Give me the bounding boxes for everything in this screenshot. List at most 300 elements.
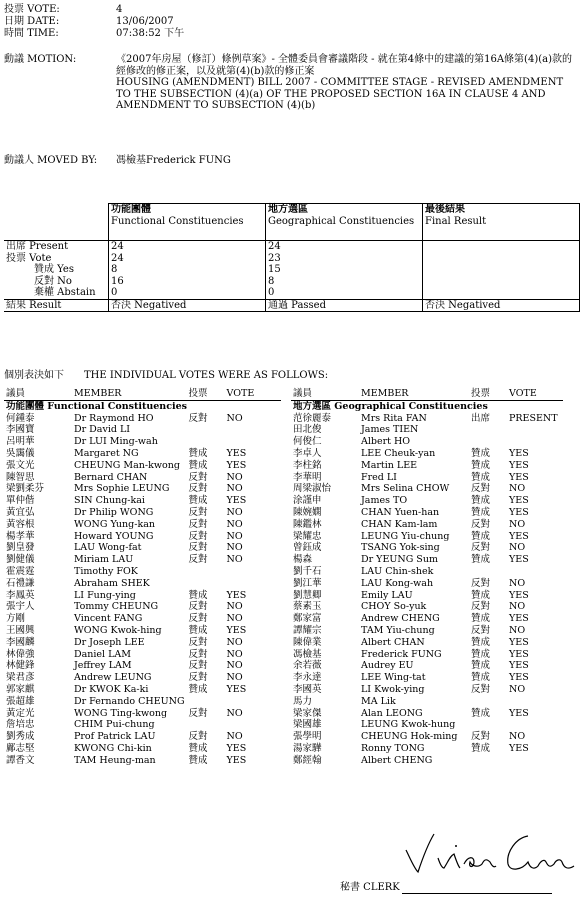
vote-summary-table — [4, 203, 580, 312]
member-name-en: Jeffrey LAM — [74, 660, 132, 672]
member-row — [291, 672, 563, 684]
date-row — [4, 16, 174, 28]
member-name-cn: 涂謹申 — [293, 495, 322, 507]
vote-en: YES — [226, 459, 247, 471]
member-name-en: Martin LEE — [361, 459, 418, 471]
vote-cn: 贊成 — [188, 459, 208, 471]
member-name-cn: 石禮謙 — [6, 577, 35, 589]
member-name-cn: 劉秀成 — [6, 731, 35, 743]
vote-cn: 贊成 — [471, 447, 491, 459]
vote-cn: 反對 — [471, 518, 491, 530]
member-name-cn: 鄭經翰 — [293, 754, 322, 766]
member-name-en: Bernard CHAN — [74, 471, 148, 483]
vote-cn: 反對 — [188, 660, 208, 672]
member-name-en: Frederick FUNG — [361, 648, 442, 660]
member-row — [4, 708, 281, 720]
vote-en — [225, 424, 281, 436]
vote-cn: 反對 — [471, 731, 491, 743]
fc-column-header: 議員 MEMBER 投票 VOTE — [4, 388, 281, 400]
member-name-en: Abraham SHEK — [74, 577, 150, 589]
member-row — [291, 731, 563, 743]
member-row — [291, 637, 563, 649]
member-name-cn: 詹培忠 — [6, 719, 35, 731]
member-row — [4, 601, 281, 613]
vote-en: NO — [226, 731, 243, 743]
member-name-cn: 劉慧卿 — [293, 589, 322, 601]
vote-en: NO — [226, 530, 243, 542]
vote-en — [225, 578, 281, 590]
member-row — [291, 424, 563, 436]
member-name-en: CHAN Yuen-han — [361, 506, 440, 518]
member-name-en: CHIM Pui-chung — [74, 719, 155, 731]
member-name-cn: 馮檢基 — [293, 648, 322, 660]
member-name-en: LEE Wing-tat — [361, 672, 426, 684]
gc-rows — [291, 413, 563, 767]
vote-cn: 贊成 — [471, 506, 491, 518]
vote-en: YES — [509, 660, 529, 672]
member-name-cn: 林偉強 — [6, 648, 35, 660]
member-name-en: SIN Chung-kai — [74, 495, 145, 507]
member-row — [4, 413, 281, 425]
date-label: 日期 DATE: — [4, 16, 60, 27]
member-row — [4, 436, 281, 448]
vote-cn: 贊成 — [471, 742, 491, 754]
vote-en: NO — [226, 601, 243, 613]
vote-en — [225, 436, 281, 448]
member-name-en: Dr KWOK Ka-ki — [74, 683, 149, 695]
vote-en: NO — [226, 554, 243, 566]
vote-cn: 反對 — [188, 506, 208, 518]
vote-cn: 贊成 — [188, 742, 208, 754]
member-row — [291, 755, 563, 767]
member-name-en: Audrey EU — [361, 660, 414, 672]
member-name-en: WONG Kwok-hing — [74, 624, 162, 636]
member-name-en: Fred LI — [361, 471, 397, 483]
vote-cn — [469, 436, 507, 448]
member-name-en: WONG Yung-kan — [74, 518, 155, 530]
member-name-cn: 馬力 — [293, 695, 313, 707]
vote-en: NO — [509, 601, 526, 613]
member-row — [291, 531, 563, 543]
member-row — [4, 696, 281, 708]
vote-en: YES — [509, 506, 529, 518]
member-name-en: Albert CHENG — [361, 754, 433, 766]
member-name-cn: 陳偉業 — [293, 636, 322, 648]
member-name-en: LAU Kong-wah — [361, 577, 434, 589]
member-name-cn: 余若薇 — [293, 660, 322, 672]
vote-en — [225, 719, 281, 731]
member-name-en: KWONG Chi-kin — [74, 742, 152, 754]
vote-cn: 贊成 — [188, 495, 208, 507]
member-row — [291, 696, 563, 708]
vote-cn: 反對 — [188, 613, 208, 625]
member-row — [4, 519, 281, 531]
member-name-cn: 郭家麒 — [6, 683, 35, 695]
motion-block — [4, 54, 579, 112]
member-name-en: Ronny TONG — [361, 742, 425, 754]
vote-en: YES — [509, 554, 529, 566]
member-row — [291, 436, 563, 448]
vote-cn: 贊成 — [471, 613, 491, 625]
member-name-cn: 楊孝華 — [6, 530, 35, 542]
member-name-en: CHEUNG Hok-ming — [361, 731, 458, 743]
member-row — [4, 731, 281, 743]
vote-en: NO — [509, 731, 526, 743]
vote-en: YES — [226, 589, 247, 601]
clerk-label: 秘書 CLERK — [340, 882, 400, 893]
time-row — [4, 28, 184, 40]
member-name-en: Andrew LEUNG — [74, 672, 152, 684]
member-name-cn: 李柱銘 — [293, 459, 322, 471]
vote-cn: 反對 — [188, 471, 208, 483]
summary-header-final: 最後結果 Final Result — [423, 204, 580, 241]
member-name-cn: 湯家驊 — [293, 742, 322, 754]
moved-by-value: 馮檢基Frederick FUNG — [116, 155, 231, 166]
vote-en: YES — [226, 683, 247, 695]
member-name-en: LAU Wong-fat — [74, 542, 142, 554]
member-name-cn: 楊森 — [293, 554, 313, 566]
member-row — [4, 507, 281, 519]
member-name-cn: 李卓人 — [293, 447, 322, 459]
member-row — [291, 649, 563, 661]
member-name-cn: 李鳳英 — [6, 589, 35, 601]
summary-row-yes: 贊成 Yes 8 15 — [4, 264, 580, 276]
member-name-cn: 李國麟 — [6, 636, 35, 648]
member-name-cn: 李國英 — [293, 683, 322, 695]
member-name-en: Tommy CHEUNG — [74, 601, 159, 613]
clerk-signature — [398, 828, 578, 878]
vote-cn — [469, 719, 507, 731]
member-name-cn: 張學明 — [293, 731, 322, 743]
member-row — [4, 590, 281, 602]
vote-cn: 反對 — [188, 530, 208, 542]
member-name-en: LEUNG Yiu-chung — [361, 530, 450, 542]
vote-cn — [187, 436, 225, 448]
vote-en: NO — [226, 412, 243, 424]
member-row — [4, 448, 281, 460]
vote-en — [225, 696, 281, 708]
member-name-en: Dr Raymond HO — [74, 412, 154, 424]
vote-cn: 贊成 — [188, 624, 208, 636]
vote-cn: 反對 — [188, 542, 208, 554]
vote-en: NO — [509, 683, 526, 695]
vote-cn: 贊成 — [471, 459, 491, 471]
summary-row-vote: 投票 Vote 24 23 — [4, 253, 580, 265]
member-name-cn: 張文光 — [6, 459, 35, 471]
member-name-cn: 李國寶 — [6, 424, 35, 436]
member-row — [4, 460, 281, 472]
member-name-cn: 陳智思 — [6, 471, 35, 483]
vote-en: YES — [226, 742, 247, 754]
gc-votes-table — [291, 388, 563, 767]
member-name-cn: 梁耀忠 — [293, 530, 322, 542]
member-name-cn: 曾鈺成 — [293, 542, 322, 554]
vote-en: YES — [226, 754, 247, 766]
vote-en: NO — [509, 483, 526, 495]
vote-en: NO — [226, 660, 243, 672]
clerk-line — [340, 882, 552, 894]
vote-cn — [469, 424, 507, 436]
member-name-en: Margaret NG — [74, 447, 139, 459]
member-name-en: TAM Heung-man — [74, 754, 156, 766]
vote-en — [507, 436, 563, 448]
clerk-signature-line — [402, 883, 552, 894]
vote-cn: 出席 — [471, 412, 491, 424]
member-name-cn: 呂明華 — [6, 436, 35, 448]
vote-en: NO — [509, 542, 526, 554]
vote-cn — [187, 578, 225, 590]
vote-cn: 反對 — [188, 731, 208, 743]
fc-rows — [4, 413, 281, 767]
member-row — [4, 531, 281, 543]
vote-number-value: 4 — [116, 4, 123, 15]
member-name-en: CHEUNG Man-kwong — [74, 459, 180, 471]
member-row — [291, 413, 563, 425]
gc-section-title: 地方選區 Geographical Constituencies — [293, 400, 488, 412]
member-name-cn: 劉千石 — [293, 565, 322, 577]
individual-votes-title: 個別表決如下 THE INDIVIDUAL VOTES WERE AS FOLLOWS: — [4, 370, 329, 381]
member-name-cn: 黃宜弘 — [6, 506, 35, 518]
member-name-en: Mrs Rita FAN — [361, 412, 427, 424]
member-row — [291, 625, 563, 637]
vote-en: YES — [226, 624, 247, 636]
summary-row-abstain: 棄權 Abstain 0 0 — [4, 287, 580, 299]
member-name-en: Dr Philip WONG — [74, 506, 154, 518]
vote-en: NO — [226, 707, 243, 719]
motion-text-cn: 《2007年房屋（修訂）條例草案》- 全體委員會審議階段 - 就在第4條中的建議的第16A條第(4)(a)款的經修改的修正案，以及就第(4)(b)款的修正案 — [116, 54, 572, 77]
vote-en: NO — [226, 542, 243, 554]
member-row — [4, 719, 281, 731]
member-name-en: Andrew CHENG — [361, 613, 440, 625]
member-row — [291, 578, 563, 590]
vote-en: YES — [509, 613, 529, 625]
vote-cn: 贊成 — [188, 589, 208, 601]
member-name-cn: 范徐麗泰 — [293, 412, 332, 424]
member-name-cn: 黃定光 — [6, 707, 35, 719]
vote-en: NO — [226, 613, 243, 625]
member-name-en: CHAN Kam-lam — [361, 518, 438, 530]
vote-en: YES — [509, 648, 529, 660]
vote-cn: 反對 — [188, 554, 208, 566]
member-name-en: Miriam LAU — [74, 554, 134, 566]
member-name-cn: 何俊仁 — [293, 436, 322, 448]
member-row — [4, 483, 281, 495]
member-name-cn: 吳靄儀 — [6, 447, 35, 459]
member-name-cn: 何鍾泰 — [6, 412, 35, 424]
member-name-en: Dr Fernando CHEUNG — [74, 695, 185, 707]
vote-cn: 反對 — [188, 672, 208, 684]
member-name-en: James TO — [361, 495, 408, 507]
date-value: 13/06/2007 — [116, 16, 174, 27]
motion-text-en: HOUSING (AMENDMENT) BILL 2007 - COMMITTEE STAGE - REVISED AMENDMENT TO THE SUBSECTION (4)(a) OF THE PROPOSED SECTION 16A IN CLAUSE 4 AND AMENDMENT TO SUBSECTION (4)(b) — [116, 77, 564, 111]
member-name-en: Mrs Selina CHOW — [361, 483, 450, 495]
member-name-cn: 張超雄 — [6, 695, 35, 707]
member-name-en: Dr YEUNG Sum — [361, 554, 438, 566]
summary-row-result: 結果 Result 否決 Negatived 通過 Passed 否決 Negatived — [4, 299, 580, 312]
member-name-cn: 田北俊 — [293, 424, 322, 436]
vote-en — [507, 719, 563, 731]
member-name-cn: 譚香文 — [6, 754, 35, 766]
member-name-en: James TIEN — [361, 424, 419, 436]
member-row — [4, 684, 281, 696]
member-name-cn: 周梁淑怡 — [293, 483, 332, 495]
vote-cn — [187, 719, 225, 731]
vote-en: NO — [226, 672, 243, 684]
member-name-cn: 蔡素玉 — [293, 601, 322, 613]
member-row — [291, 719, 563, 731]
member-name-cn: 李華明 — [293, 471, 322, 483]
vote-en: NO — [226, 506, 243, 518]
vote-cn: 反對 — [188, 636, 208, 648]
vote-cn: 反對 — [471, 577, 491, 589]
member-name-en: LI Fung-ying — [74, 589, 136, 601]
vote-cn: 贊成 — [188, 754, 208, 766]
vote-en: YES — [509, 495, 529, 507]
vote-en: YES — [509, 471, 529, 483]
member-name-cn: 梁國雄 — [293, 719, 322, 731]
member-name-en: LEE Cheuk-yan — [361, 447, 436, 459]
member-name-en: Dr David LI — [74, 424, 131, 436]
member-row — [291, 566, 563, 578]
member-row — [4, 495, 281, 507]
member-name-en: WONG Ting-kwong — [74, 707, 168, 719]
member-row — [4, 637, 281, 649]
member-name-cn: 鄭家富 — [293, 613, 322, 625]
member-row — [4, 472, 281, 484]
vote-cn: 反對 — [471, 483, 491, 495]
vote-cn: 贊成 — [188, 447, 208, 459]
member-row — [4, 542, 281, 554]
vote-cn: 贊成 — [471, 589, 491, 601]
member-row — [4, 625, 281, 637]
member-row — [291, 483, 563, 495]
vote-cn: 贊成 — [471, 530, 491, 542]
member-name-en: Dr Joseph LEE — [74, 636, 145, 648]
vote-en: NO — [509, 624, 526, 636]
vote-cn: 贊成 — [188, 683, 208, 695]
member-name-cn: 王國興 — [6, 624, 35, 636]
vote-en: NO — [509, 518, 526, 530]
vote-cn: 反對 — [188, 707, 208, 719]
vote-cn: 反對 — [471, 542, 491, 554]
vote-cn: 贊成 — [471, 554, 491, 566]
member-row — [4, 660, 281, 672]
vote-en: NO — [226, 471, 243, 483]
vote-cn: 反對 — [188, 518, 208, 530]
member-row — [291, 542, 563, 554]
member-name-cn: 鄺志堅 — [6, 742, 35, 754]
member-name-cn: 劉江華 — [293, 577, 322, 589]
vote-en: YES — [509, 447, 529, 459]
vote-en — [507, 755, 563, 767]
member-name-cn: 方剛 — [6, 613, 26, 625]
member-row — [4, 672, 281, 684]
vote-cn: 贊成 — [471, 648, 491, 660]
member-name-en: LI Kwok-ying — [361, 683, 425, 695]
moved-by-label: 動議人 MOVED BY: — [4, 155, 98, 166]
member-name-cn: 張宇人 — [6, 601, 35, 613]
member-row — [291, 613, 563, 625]
vote-en: YES — [509, 530, 529, 542]
vote-cn: 贊成 — [471, 636, 491, 648]
member-name-en: CHOY So-yuk — [361, 601, 427, 613]
member-name-en: MA Lik — [361, 695, 396, 707]
member-row — [291, 519, 563, 531]
vote-number-label: 投票 VOTE: — [4, 4, 60, 15]
vote-cn — [469, 566, 507, 578]
vote-en: NO — [226, 518, 243, 530]
member-row — [4, 566, 281, 578]
vote-en: YES — [509, 459, 529, 471]
summary-header-gc: 地方選區 Geographical Constituencies — [266, 204, 423, 241]
vote-en: YES — [509, 636, 529, 648]
vote-en — [507, 566, 563, 578]
vote-en: YES — [509, 589, 529, 601]
member-name-cn: 黃容根 — [6, 518, 35, 530]
member-name-cn: 李永達 — [293, 672, 322, 684]
vote-cn: 反對 — [188, 412, 208, 424]
member-row — [291, 507, 563, 519]
summary-row-present: 出席 Present 24 24 — [4, 241, 580, 253]
vote-cn — [469, 755, 507, 767]
member-name-cn: 單仲偕 — [6, 495, 35, 507]
vote-cn: 贊成 — [471, 672, 491, 684]
member-name-cn: 劉皇發 — [6, 542, 35, 554]
vote-en — [225, 566, 281, 578]
vote-number-row — [4, 4, 122, 16]
vote-cn — [187, 566, 225, 578]
member-row — [4, 755, 281, 767]
member-name-en: Timothy FOK — [74, 565, 138, 577]
member-name-cn: 梁劉柔芬 — [6, 483, 45, 495]
vote-cn — [469, 696, 507, 708]
member-row — [291, 743, 563, 755]
member-row — [4, 613, 281, 625]
member-name-en: Albert HO — [361, 436, 411, 448]
member-row — [291, 460, 563, 472]
member-row — [291, 708, 563, 720]
member-row — [291, 684, 563, 696]
moved-by-block — [4, 155, 231, 167]
member-name-cn: 林健鋒 — [6, 660, 35, 672]
vote-en — [507, 696, 563, 708]
fc-votes-panel — [4, 388, 281, 767]
vote-cn — [187, 696, 225, 708]
time-label: 時間 TIME: — [4, 28, 59, 39]
time-value: 07:38:52 下午 — [116, 28, 185, 39]
member-row — [291, 554, 563, 566]
member-name-en: Alan LEONG — [361, 707, 423, 719]
member-name-en: Albert CHAN — [361, 636, 425, 648]
member-name-en: LAU Chin-shek — [361, 565, 434, 577]
gc-column-header: 議員 MEMBER 投票 VOTE — [291, 388, 563, 400]
member-name-en: TSANG Yok-sing — [361, 542, 440, 554]
member-row — [4, 424, 281, 436]
fc-votes-table — [4, 388, 281, 767]
vote-cn — [187, 424, 225, 436]
summary-row-no: 反對 No 16 8 — [4, 276, 580, 288]
member-name-cn: 梁家傑 — [293, 707, 322, 719]
gc-votes-panel — [291, 388, 563, 767]
member-row — [291, 601, 563, 613]
member-name-en: Daniel LAM — [74, 648, 132, 660]
member-row — [4, 554, 281, 566]
motion-label: 動議 MOTION: — [4, 54, 77, 65]
member-row — [291, 495, 563, 507]
fc-section-title: 功能團體 Functional Constituencies — [6, 400, 187, 412]
member-name-cn: 霍震霆 — [6, 565, 35, 577]
vote-en: YES — [509, 707, 529, 719]
